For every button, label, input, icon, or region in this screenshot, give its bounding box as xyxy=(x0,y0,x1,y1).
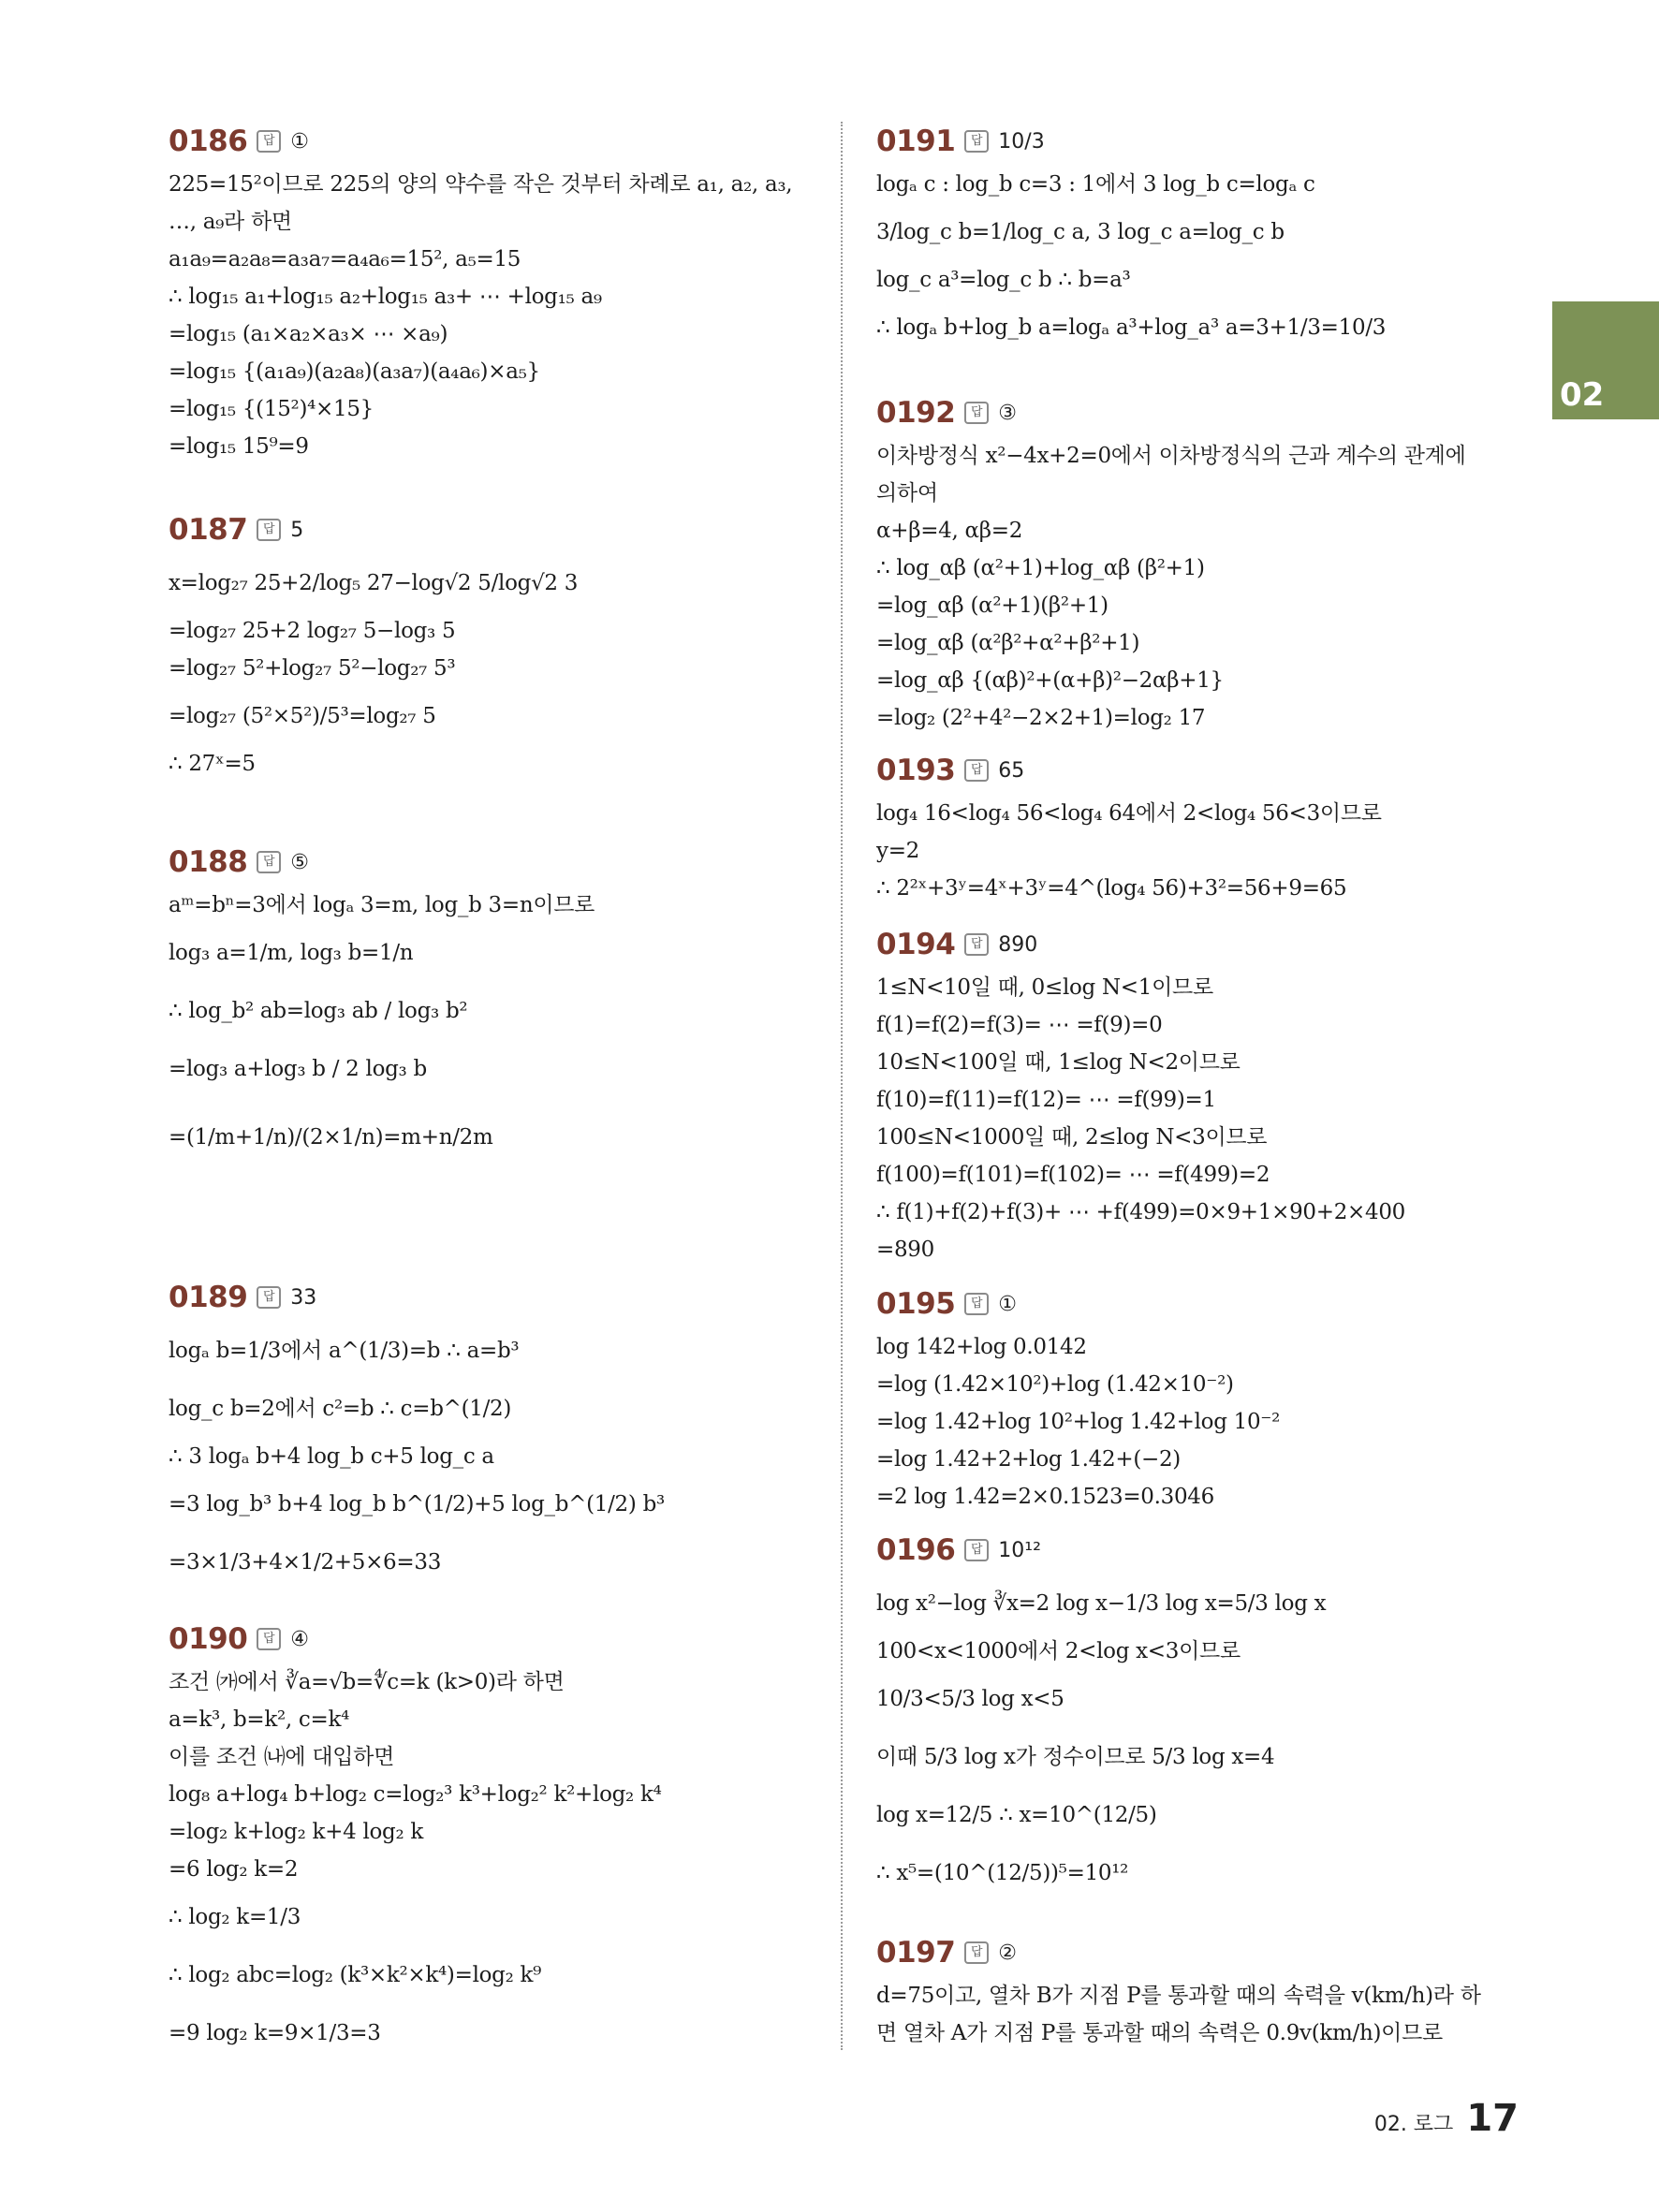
chapter-tab xyxy=(1552,301,1659,419)
solution-line: logₐ c : log_b c=3 : 1에서 3 log_b c=logₐ c xyxy=(876,172,1315,197)
solution-line: =log_αβ {(αβ)²+(α+β)²−2αβ+1} xyxy=(876,668,1224,693)
solution-line: 10≤N<100일 때, 1≤log N<2이므로 xyxy=(876,1050,1241,1075)
solution-line: ∴ log_αβ (α²+1)+log_αβ (β²+1) xyxy=(876,556,1205,580)
solution-line: =6 log₂ k=2 xyxy=(169,1857,299,1882)
answer-value: ② xyxy=(998,1941,1018,1965)
solution-block xyxy=(876,1928,1522,2052)
answer-tag-icon: 답 xyxy=(964,130,989,153)
solution-line: x=log₂₇ 25+2/log₅ 27−log√2 5/log√2 3 xyxy=(169,571,579,595)
solution-line: log_c b=2에서 c²=b ∴ c=b^(1/2) xyxy=(169,1397,512,1421)
solution-line: =log₁₅ 15⁹=9 xyxy=(169,434,309,459)
solution-header xyxy=(876,1928,1522,1977)
answer-tag-icon: 답 xyxy=(257,1628,281,1650)
problem-number: 0189 xyxy=(169,1281,248,1314)
answer-tag-icon: 답 xyxy=(964,402,989,424)
solution-line: =log_αβ (α²β²+α²+β²+1) xyxy=(876,631,1140,655)
problem-number: 0195 xyxy=(876,1287,956,1321)
solution-line: …, a₉라 하면 xyxy=(169,210,292,234)
solution-line: d=75이고, 열차 B가 지점 P를 통과할 때의 속력을 v(km/h)라 하 xyxy=(876,1984,1481,2008)
solution-line: =log₂ k+log₂ k+4 log₂ k xyxy=(169,1820,424,1844)
column-divider xyxy=(841,122,843,2050)
solution-line: a=k³, b=k², c=k⁴ xyxy=(169,1707,350,1732)
solution-header xyxy=(169,1273,815,1322)
solution-line: f(10)=f(11)=f(12)= ⋯ =f(99)=1 xyxy=(876,1088,1216,1112)
footer-chapter: 02. 로그 xyxy=(1373,2113,1454,2136)
solution-line: 이때 5/3 log x가 정수이므로 5/3 log x=4 xyxy=(876,1745,1275,1769)
problem-number: 0188 xyxy=(169,845,248,879)
solution-line: =log 1.42+log 10²+log 1.42+log 10⁻² xyxy=(876,1410,1281,1434)
problem-number: 0186 xyxy=(169,125,248,158)
page-footer xyxy=(1374,2097,1519,2140)
solution-header xyxy=(169,505,815,554)
solution-line: 조건 ㈎에서 ∛a=√b=∜c=k (k>0)라 하면 xyxy=(169,1670,565,1694)
problem-number: 0193 xyxy=(876,754,956,787)
solution-line: =log₁₅ {(a₁a₉)(a₂a₈)(a₃a₇)(a₄a₆)×a₅} xyxy=(169,359,540,384)
answer-tag-icon: 답 xyxy=(964,1293,989,1315)
answer-tag-icon: 답 xyxy=(964,1539,989,1561)
solution-line: f(1)=f(2)=f(3)= ⋯ =f(9)=0 xyxy=(876,1013,1163,1037)
solution-line: =log₂₇ 25+2 log₂₇ 5−log₃ 5 xyxy=(169,619,456,643)
solution-header xyxy=(169,1615,815,1663)
answer-value: 10¹² xyxy=(998,1538,1041,1562)
solution-header xyxy=(169,117,815,166)
solution-line: =log₃ a+log₃ b / 2 log₃ b xyxy=(169,1057,427,1081)
problem-number: 0192 xyxy=(876,396,956,430)
problem-number: 0196 xyxy=(876,1533,956,1567)
problem-number: 0197 xyxy=(876,1936,956,1970)
solution-block xyxy=(876,117,1522,357)
problem-number: 0194 xyxy=(876,928,956,961)
solution-line: =(1/m+1/n)/(2×1/n)=m+n/2m xyxy=(169,1125,493,1150)
solution-header xyxy=(876,117,1522,166)
answer-value: ⑤ xyxy=(290,850,310,874)
problem-number: 0187 xyxy=(169,513,248,547)
solution-line: 1≤N<10일 때, 0≤log N<1이므로 xyxy=(876,975,1213,1000)
solution-line: 225=15²이므로 225의 양의 약수를 작은 것부터 차례로 a₁, a₂, a₃, xyxy=(169,172,793,197)
solution-line: log x²−log ∛x=2 log x−1/3 log x=5/3 log x xyxy=(876,1591,1327,1616)
solution-header xyxy=(169,838,815,886)
answer-value: ④ xyxy=(290,1627,310,1651)
solution-line: =log₂ (2²+4²−2×2+1)=log₂ 17 xyxy=(876,706,1206,730)
answer-value: ① xyxy=(290,129,310,154)
answer-value: ① xyxy=(998,1292,1018,1316)
solution-line: =log₂₇ 5²+log₂₇ 5²−log₂₇ 5³ xyxy=(169,656,456,681)
solution-line: log₄ 16<log₄ 56<log₄ 64에서 2<log₄ 56<3이므로 xyxy=(876,801,1382,826)
answer-value: ③ xyxy=(998,401,1018,425)
solution-line: =log (1.42×10²)+log (1.42×10⁻²) xyxy=(876,1372,1234,1397)
solution-line: 10/3<5/3 log x<5 xyxy=(876,1687,1064,1711)
problem-number: 0190 xyxy=(169,1622,248,1656)
solution-line: =2 log 1.42=2×0.1523=0.3046 xyxy=(876,1485,1214,1509)
answer-tag-icon: 답 xyxy=(257,1286,281,1309)
solution-line: ∴ logₐ b+log_b a=logₐ a³+log_a³ a=3+1/3=10/3 xyxy=(876,315,1387,340)
solution-header xyxy=(876,388,1522,437)
answer-tag-icon: 답 xyxy=(257,130,281,153)
solution-line: =890 xyxy=(876,1238,934,1262)
solution-line: 이차방정식 x²−4x+2=0에서 이차방정식의 근과 계수의 관계에 xyxy=(876,444,1466,468)
answer-tag-icon: 답 xyxy=(257,519,281,541)
answer-value: 33 xyxy=(290,1285,317,1310)
solution-line: =log₁₅ (a₁×a₂×a₃× ⋯ ×a₉) xyxy=(169,322,448,346)
solution-line: 3/log_c b=1/log_c a, 3 log_c a=log_c b xyxy=(876,220,1285,244)
solution-block xyxy=(169,117,815,465)
problem-number: 0191 xyxy=(876,125,956,158)
chapter-tab-label: 02 xyxy=(1560,376,1605,414)
solution-line: 이를 조건 ㈏에 대입하면 xyxy=(169,1745,394,1769)
solution-block xyxy=(876,920,1522,1268)
answer-value: 5 xyxy=(290,518,304,542)
solution-line: =3×1/3+4×1/2+5×6=33 xyxy=(169,1550,442,1575)
solution-line: =9 log₂ k=9×1/3=3 xyxy=(169,2021,381,2045)
solution-line: =log_αβ (α²+1)(β²+1) xyxy=(876,593,1108,618)
solution-header xyxy=(876,1526,1522,1575)
solution-line: log₈ a+log₄ b+log₂ c=log₂³ k³+log₂² k²+log₂ k⁴ xyxy=(169,1782,662,1807)
solution-line: 100<x<1000에서 2<log x<3이므로 xyxy=(876,1639,1241,1663)
solution-line: =log₁₅ {(15²)⁴×15} xyxy=(169,397,374,421)
solution-block xyxy=(876,1280,1522,1516)
solution-line: α+β=4, αβ=2 xyxy=(876,519,1023,543)
solution-block xyxy=(876,1526,1522,1902)
solution-line: logₐ b=1/3에서 a^(1/3)=b ∴ a=b³ xyxy=(169,1339,520,1363)
answer-tag-icon: 답 xyxy=(964,759,989,782)
solution-line: ∴ log_b² ab=log₃ ab / log₃ b² xyxy=(169,999,468,1023)
solution-line: ∴ 27ˣ=5 xyxy=(169,752,256,776)
solution-line: 100≤N<1000일 때, 2≤log N<3이므로 xyxy=(876,1125,1268,1150)
solution-line: 의하여 xyxy=(876,481,938,505)
solution-line: aᵐ=bⁿ=3에서 logₐ 3=m, log_b 3=n이므로 xyxy=(169,893,595,917)
page-number: 17 xyxy=(1466,2097,1519,2140)
solution-line: a₁a₉=a₂a₈=a₃a₇=a₄a₆=15², a₅=15 xyxy=(169,247,521,271)
answer-value: 65 xyxy=(998,758,1025,783)
solution-line: =log 1.42+2+log 1.42+(−2) xyxy=(876,1447,1181,1472)
solution-block xyxy=(169,838,815,1177)
solution-block xyxy=(876,746,1522,907)
solution-line: ∴ 3 logₐ b+4 log_b c+5 log_c a xyxy=(169,1444,494,1469)
solution-line: =3 log_b³ b+4 log_b b^(1/2)+5 log_b^(1/2) b³ xyxy=(169,1492,665,1516)
solution-block xyxy=(169,1615,815,2062)
answer-tag-icon: 답 xyxy=(964,1941,989,1964)
answer-value: 10/3 xyxy=(998,129,1045,154)
solution-line: ∴ log₁₅ a₁+log₁₅ a₂+log₁₅ a₃+ ⋯ +log₁₅ a₉ xyxy=(169,285,602,309)
answer-tag-icon: 답 xyxy=(964,933,989,956)
solution-line: log 142+log 0.0142 xyxy=(876,1335,1087,1359)
solution-block xyxy=(876,388,1522,737)
solution-header xyxy=(876,920,1522,969)
solution-header xyxy=(876,1280,1522,1328)
solution-line: log₃ a=1/m, log₃ b=1/n xyxy=(169,941,414,965)
solution-block xyxy=(169,1273,815,1591)
solution-line: f(100)=f(101)=f(102)= ⋯ =f(499)=2 xyxy=(876,1163,1270,1187)
solution-line: ∴ log₂ k=1/3 xyxy=(169,1905,301,1929)
solution-block xyxy=(169,505,815,783)
answer-value: 890 xyxy=(998,932,1038,957)
solution-line: 면 열차 A가 지점 P를 통과할 때의 속력은 0.9v(km/h)이므로 xyxy=(876,2021,1443,2045)
solution-line: ∴ x⁵=(10^(12/5))⁵=10¹² xyxy=(876,1861,1129,1885)
solution-line: ∴ log₂ abc=log₂ (k³×k²×k⁴)=log₂ k⁹ xyxy=(169,1963,542,1987)
solution-line: log x=12/5 ∴ x=10^(12/5) xyxy=(876,1803,1157,1827)
solution-line: ∴ 2²ˣ+3ʸ=4ˣ+3ʸ=4^(log₄ 56)+3²=56+9=65 xyxy=(876,876,1347,901)
solution-line: y=2 xyxy=(876,839,919,863)
solution-header xyxy=(876,746,1522,795)
answer-tag-icon: 답 xyxy=(257,851,281,873)
solution-line: log_c a³=log_c b ∴ b=a³ xyxy=(876,268,1131,292)
solution-line: =log₂₇ (5²×5²)/5³=log₂₇ 5 xyxy=(169,704,436,728)
solution-line: ∴ f(1)+f(2)+f(3)+ ⋯ +f(499)=0×9+1×90+2×400 xyxy=(876,1200,1406,1224)
